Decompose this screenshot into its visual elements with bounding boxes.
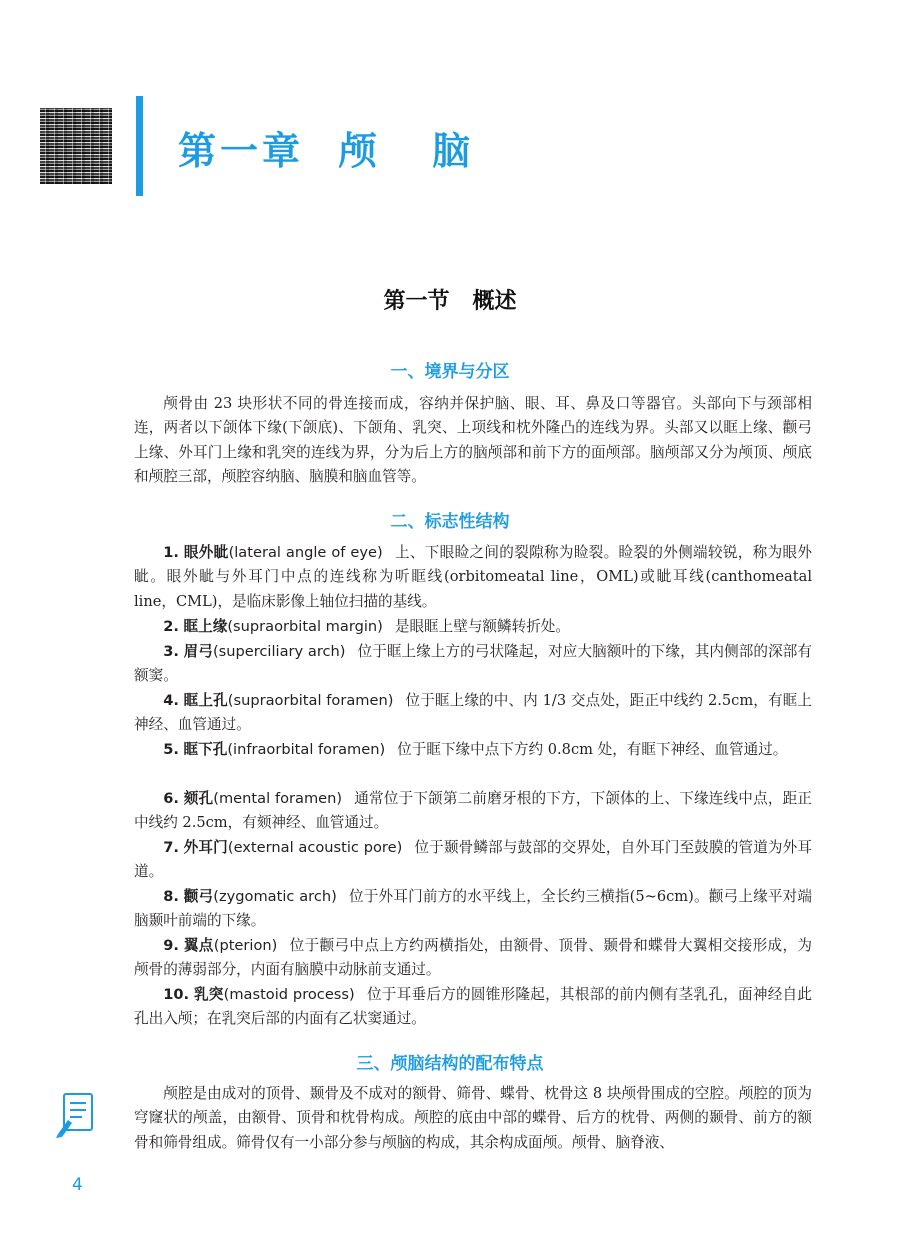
landmark-item	[134, 640, 812, 689]
landmark-number: 9.	[163, 937, 179, 954]
landmark-description: 通常位于下颌第二前磨牙根的下方，下颌体的上、下缘连线中点，距正中线约 2.5cm，有颏神经、血管通过。	[134, 790, 812, 832]
landmark-description: 是眼眶上壁与额鳞转折处。	[394, 618, 570, 635]
landmark-item	[134, 787, 812, 836]
landmark-item	[134, 934, 812, 983]
landmark-description: 位于外耳门前方的水平线上，全长约三横指(5~6cm)。颧弓上缘平对端脑颞叶前端的下缘。	[134, 888, 812, 930]
qr-code-image[interactable]	[40, 108, 112, 184]
landmark-english: (zygomatic arch)	[213, 888, 337, 905]
landmark-term: 颧弓	[183, 888, 214, 905]
landmark-term: 眼外眦	[183, 544, 229, 561]
chapter-accent-bar	[136, 96, 143, 196]
landmark-description: 位于眶上缘上方的弓状隆起，对应大脑额叶的下缘，其内侧部的深部有额窦。	[134, 643, 812, 685]
notes-icon	[54, 1090, 98, 1140]
landmark-term: 眶上缘	[183, 618, 228, 635]
landmark-english: (pterion)	[213, 937, 278, 954]
heading-distribution: 三、颅脑结构的配布特点	[356, 1054, 544, 1074]
paragraph-distribution: 颅腔是由成对的顶骨、颞骨及不成对的额骨、筛骨、蝶骨、枕骨这 8 块颅骨围成的空腔。颅腔的顶为穹窿状的颅盖，由额骨、顶骨和枕骨构成。颅腔的底由中部的蝶骨、后方的枕骨、两侧的颞骨、前方的额骨和筛骨组成。筛骨仅有一小部分参与颅脑的构成，其余构成面颅。颅骨、脑脊液、	[134, 1085, 812, 1151]
heading-landmarks: 二、标志性结构	[390, 512, 510, 532]
heading-boundaries: 一、境界与分区	[390, 362, 510, 382]
landmark-term: 乳突	[193, 986, 224, 1003]
landmark-number: 7.	[163, 839, 179, 856]
landmark-english: (superciliary arch)	[212, 643, 346, 660]
landmark-english: (mental foramen)	[213, 790, 343, 807]
landmark-number: 6.	[163, 790, 179, 807]
landmark-number: 10.	[163, 986, 190, 1003]
landmark-number: 8.	[163, 888, 179, 905]
landmark-description: 位于眶下缘中点下方约 0.8cm 处，有眶下神经、血管通过。	[397, 741, 788, 758]
landmark-number: 2.	[163, 618, 179, 635]
landmark-number: 3.	[163, 643, 179, 660]
landmark-description: 位于耳垂后方的圆锥形隆起，其根部的前内侧有茎乳孔，面神经自此孔出入颅；在乳突后部的内面有乙状窦通过。	[134, 986, 812, 1028]
landmark-term: 眶上孔	[183, 692, 228, 709]
landmark-number: 1.	[163, 544, 179, 561]
landmark-item	[134, 983, 812, 1032]
landmark-item	[134, 836, 812, 885]
chapter-title: 第一章 颅 脑	[178, 129, 475, 173]
landmark-english: (supraorbital margin)	[227, 618, 383, 635]
landmark-term: 眉弓	[183, 643, 213, 660]
landmark-item	[134, 541, 812, 614]
landmark-term: 眶下孔	[183, 741, 228, 758]
landmark-english: (infraorbital foramen)	[227, 741, 386, 758]
landmark-item	[134, 689, 812, 738]
landmark-description: 位于眶上缘的中、内 1/3 交点处，距正中线约 2.5cm，有眶上神经、血管通过。	[134, 692, 812, 734]
landmark-number: 5.	[163, 741, 179, 758]
landmark-description: 位于颧弓中点上方约两横指处，由额骨、顶骨、颞骨和蝶骨大翼相交接形成，为颅骨的薄弱部分，内面有脑膜中动脉前支通过。	[134, 937, 812, 979]
landmark-english: (mastoid process)	[223, 986, 355, 1003]
landmark-english: (lateral angle of eye)	[228, 544, 383, 561]
landmark-term: 颏孔	[183, 790, 214, 807]
landmark-description: 上、下眼睑之间的裂隙称为睑裂。睑裂的外侧端较锐，称为眼外眦。眼外眦与外耳门中点的连线称为听眶线(orbitomeatal line，OML)或眦耳线(canthomeatal line，CML)，是临床影像上轴位扫描的基线。	[134, 544, 812, 610]
paragraph-boundaries: 颅骨由 23 块形状不同的骨连接而成，容纳并保护脑、眼、耳、鼻及口等器官。头部向下与颈部相连，两者以下颌体下缘(下颌底)、下颌角、乳突、上项线和枕外隆凸的连线为界。头部又以眶上缘、颧弓上缘、外耳门上缘和乳突的连线为界，分为后上方的脑颅部和前下方的面颅部。脑颅部又分为颅顶、颅底和颅腔三部，颅腔容纳脑、脑膜和脑血管等。	[134, 395, 812, 485]
page-number: 4	[72, 1175, 83, 1195]
section-title: 第一节 概述	[383, 289, 517, 314]
landmark-english: (supraorbital foramen)	[227, 692, 394, 709]
landmark-description: 位于颞骨鳞部与鼓部的交界处，自外耳门至鼓膜的管道为外耳道。	[134, 839, 812, 881]
landmark-term: 翼点	[183, 937, 214, 954]
landmark-english: (external acoustic pore)	[227, 839, 403, 856]
landmark-term: 外耳门	[183, 839, 228, 856]
landmark-item	[134, 885, 812, 934]
landmark-item	[134, 615, 812, 639]
landmark-number: 4.	[163, 692, 179, 709]
landmark-item	[134, 738, 812, 762]
